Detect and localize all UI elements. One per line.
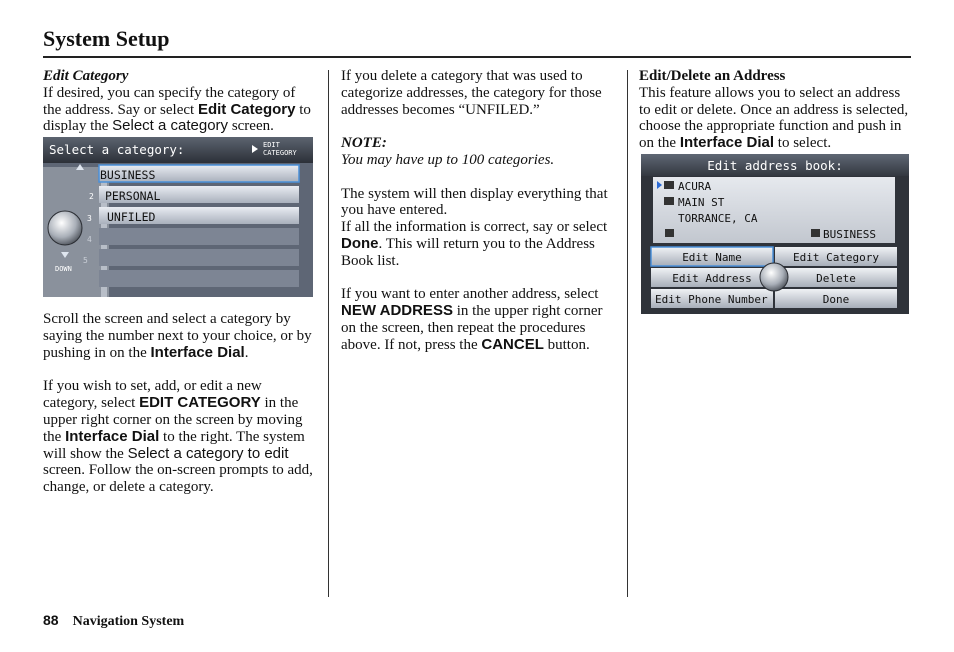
section-heading: Edit Category	[43, 68, 129, 84]
note-text: You may have up to 100 categories.	[341, 151, 555, 168]
done-button: Done	[822, 292, 850, 306]
paragraph: If you delete a category that was used to categorize addresses, the category for those addresses becomes “UNFILED.”	[341, 68, 602, 118]
item-number: 5	[83, 256, 88, 266]
edit-name-button: Edit Name	[682, 250, 742, 264]
section-heading: Edit/Delete an Address	[639, 68, 786, 84]
note-label: NOTE:	[341, 135, 387, 152]
address-category: BUSINESS	[823, 227, 876, 241]
item-number: 3	[87, 214, 92, 224]
name-icon	[664, 181, 674, 189]
address-street: MAIN ST	[678, 195, 725, 209]
down-label: DOWN	[55, 265, 72, 274]
paragraph: This feature allows you to select an address to edit or delete. Once an address is selected, choose the appropriate function and push in on the Interface Dial to select.	[639, 84, 909, 152]
category-item: UNFILED	[107, 210, 156, 225]
phone-icon	[665, 229, 674, 237]
paragraph: The system will then display everything that you have entered. If all the information is correct, say or select Done. This will return you to the Address Book list.	[341, 185, 608, 269]
address-city: TORRANCE, CA	[678, 211, 758, 225]
edit-category-button: Edit Category	[792, 250, 880, 264]
paragraph: Scroll the screen and select a category by saying the number next to your choice, or by pushing in on the Interface Dial.	[43, 311, 312, 361]
screen-title: Edit address book:	[707, 157, 843, 173]
column-1	[43, 68, 315, 496]
column-2	[341, 68, 616, 354]
column-divider	[627, 70, 628, 597]
category-item: PERSONAL	[105, 189, 161, 204]
edit-category-label: EDIT CATEGORY	[263, 141, 297, 158]
edit-address-screenshot	[641, 154, 909, 314]
screen-title: Select a category:	[49, 142, 185, 158]
footer-label: Navigation System	[72, 614, 185, 629]
screen-illustration	[43, 137, 313, 297]
title-rule	[43, 56, 911, 58]
select-category-screenshot	[43, 137, 313, 297]
paragraph: If desired, you can specify the category of the address. Say or select Edit Category to display the Select a category screen.	[43, 84, 311, 135]
delete-button: Delete	[816, 271, 856, 285]
column-3	[639, 68, 911, 314]
category-item: BUSINESS	[100, 168, 156, 183]
page-title: System Setup	[43, 26, 170, 51]
edit-phone-number-button: Edit Phone Number	[655, 292, 768, 306]
address-name: ACURA	[678, 179, 712, 193]
paragraph: If you wish to set, add, or edit a new category, select EDIT CATEGORY in the upper right corner on the screen by moving the Interface Dial to the right. The system will show the Select a category to edit screen. Follow the on-screen prompts to add, change, or delete a category.	[43, 378, 313, 496]
item-number: 4	[87, 235, 92, 245]
page-footer	[43, 612, 184, 630]
edit-address-button: Edit Address	[672, 271, 752, 285]
paragraph: If you want to enter another address, select NEW ADDRESS in the upper right corner on the screen, then repeat the procedures above. If not, press the CANCEL button.	[341, 286, 603, 353]
page-number: 88	[43, 612, 59, 628]
item-number: 2	[89, 192, 94, 202]
category-icon	[811, 229, 820, 237]
street-icon	[664, 197, 674, 205]
column-divider	[328, 70, 329, 597]
